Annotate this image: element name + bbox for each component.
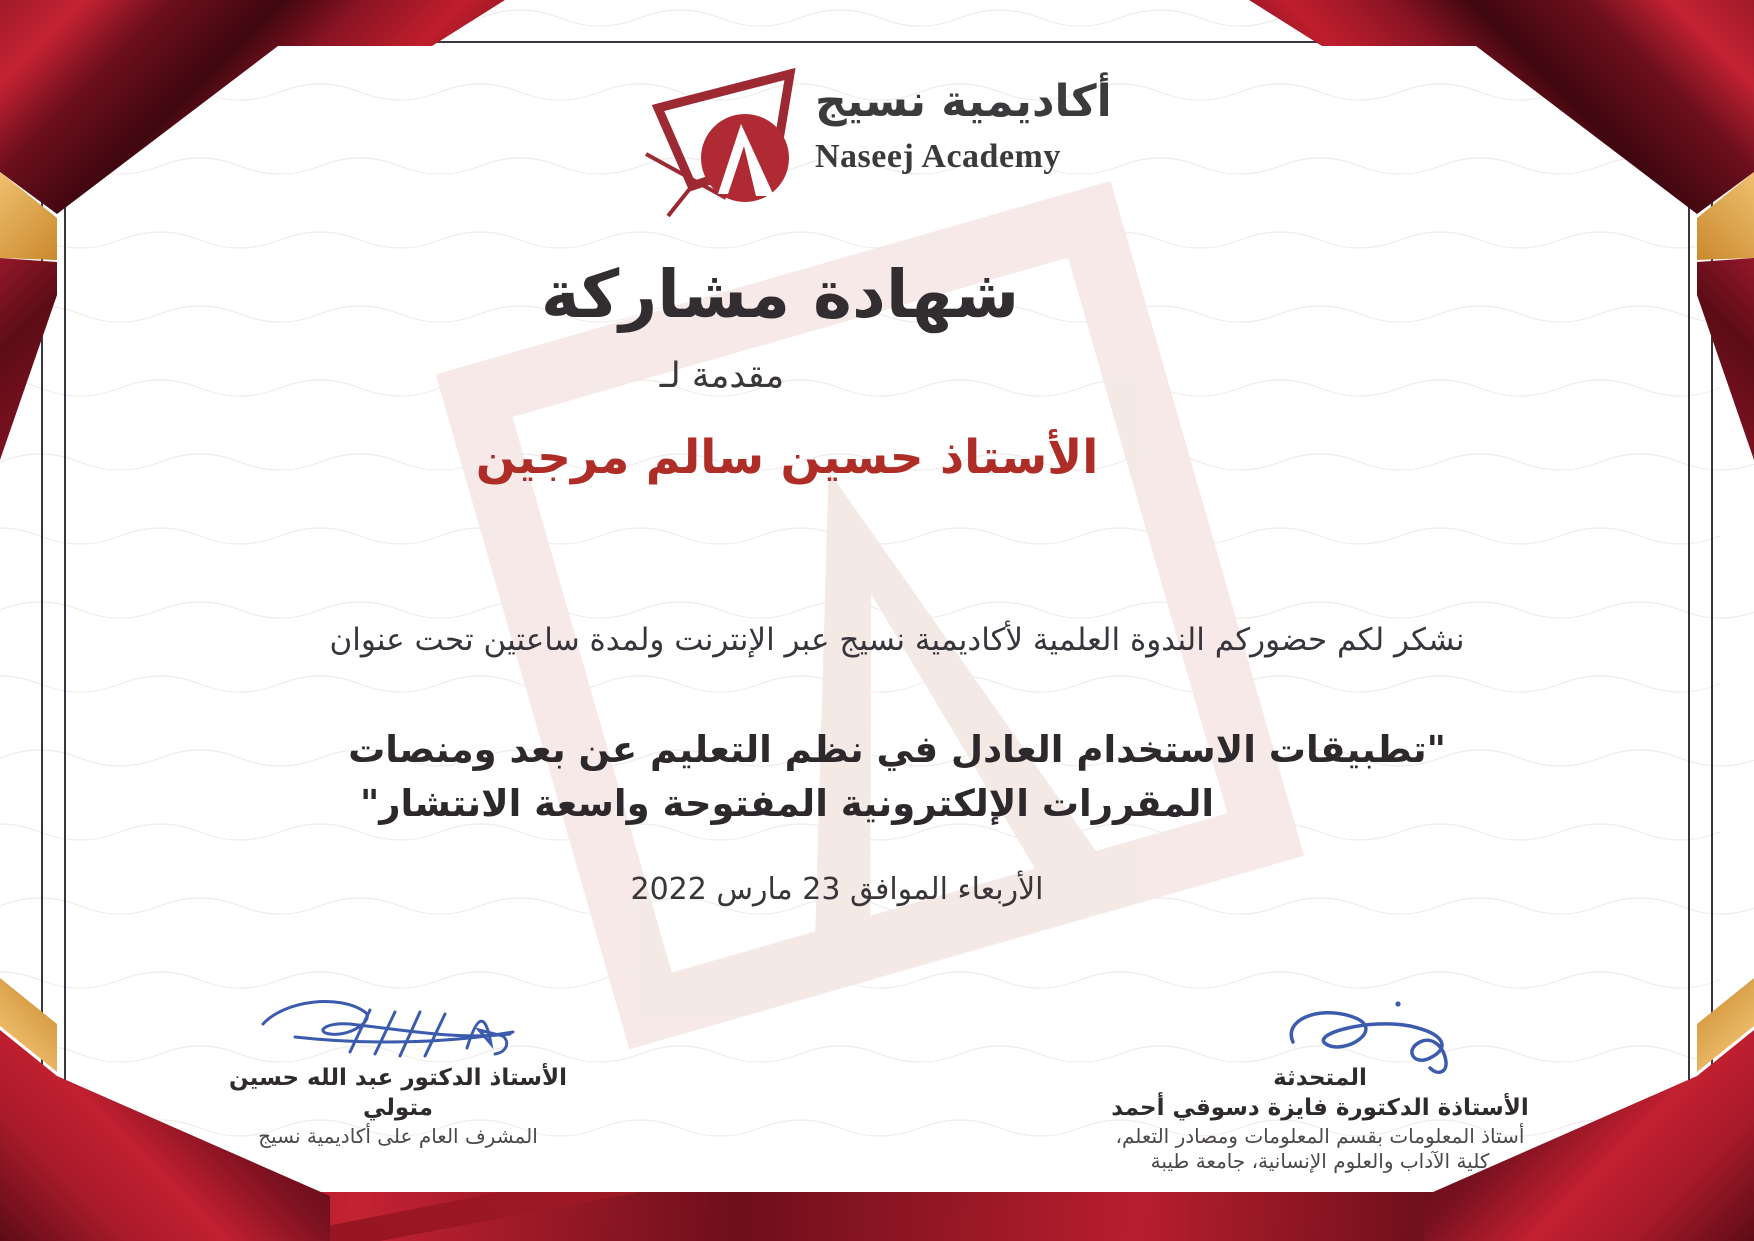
inner-frame-line-right xyxy=(1688,60,1690,1180)
seminar-topic-line1: "تطبيقات الاستخدام العادل في نظم التعليم عن بعد ومنصات xyxy=(348,728,1446,771)
right-signatory-role-line1: أستاذ المعلومات بقسم المعلومات ومصادر التعلم، xyxy=(1115,1123,1525,1148)
logo-arabic-text: أكاديمية نسيج xyxy=(815,76,1112,127)
inner-frame-line-left xyxy=(64,60,66,1180)
certificate-title: شهادة مشاركة xyxy=(540,256,1020,333)
seminar-date: الأربعاء الموافق 23 مارس 2022 xyxy=(630,872,1044,907)
presented-to-label: مقدمة لـ xyxy=(659,356,785,396)
right-signatory-role-line2: كلية الآداب والعلوم الإنسانية، جامعة طيبة xyxy=(1150,1149,1490,1174)
right-signatory-title: المتحدثة xyxy=(1273,1065,1367,1091)
logo-english-text: Naseej Academy xyxy=(815,138,1061,175)
right-signatory-name: الأستاذة الدكتورة فايزة دسوقي أحمد xyxy=(1111,1094,1529,1121)
left-signatory-role: المشرف العام على أكاديمية نسيج xyxy=(258,1123,538,1148)
left-signatory-block xyxy=(208,1064,588,1149)
seminar-topic-line2: المقررات الإلكترونية المفتوحة واسعة الانتشار" xyxy=(359,782,1215,825)
naseej-logo-icon xyxy=(640,66,820,226)
body-text: نشكر لكم حضوركم الندوة العلمية لأكاديمية نسيج عبر الإنترنت ولمدة ساعتين تحت عنوان xyxy=(329,622,1465,658)
left-signatory-name: الأستاذ الدكتور عبد الله حسين متولي xyxy=(228,1065,568,1121)
recipient-name: الأستاذ حسين سالم مرجين xyxy=(475,430,1099,485)
right-signatory-block xyxy=(1040,1064,1600,1175)
